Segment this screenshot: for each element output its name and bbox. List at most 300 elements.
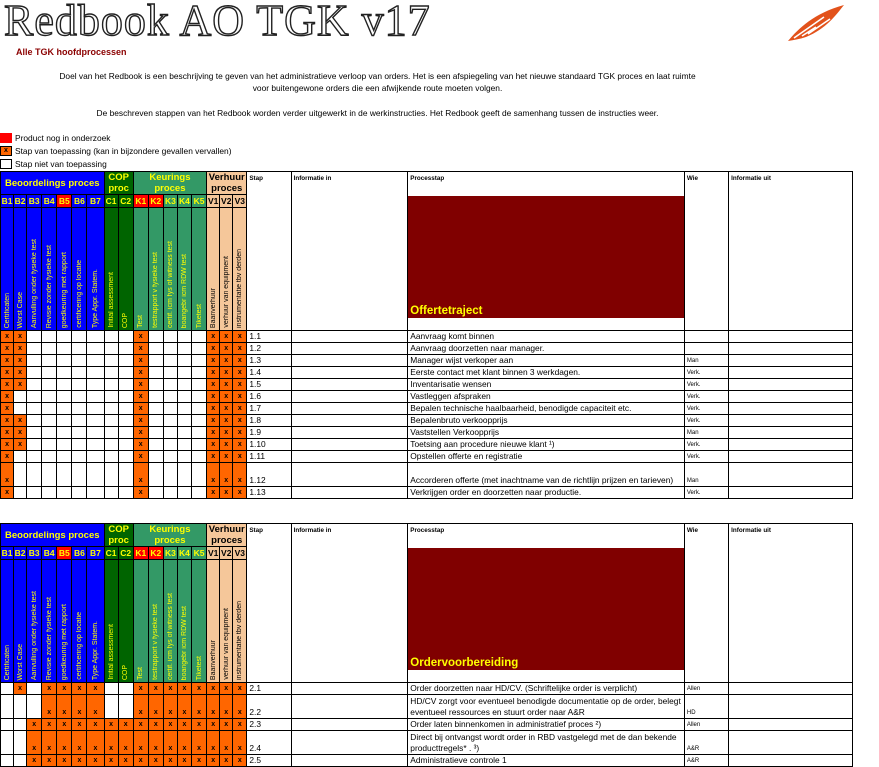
step-number: 1.2 [247,343,291,355]
code-label-k4: boangebr icm RDW test [177,560,191,683]
mark-cell: x [133,355,148,367]
page-subtitle: Alle TGK hoofdprocessen [16,47,127,57]
info-in-cell [291,391,408,403]
legend-item-applicable: x Stap van toepassing (kan in bijzondere gevallen vervallen) [0,146,232,156]
table-row [1,451,853,463]
mark-cell [118,415,133,427]
mark-cell: x [233,683,247,695]
step-description: Aanvraag komt binnen [408,331,685,343]
mark-cell [118,367,133,379]
mark-cell [27,463,42,487]
code-k2: K2 [148,547,163,560]
info-in-cell [291,355,408,367]
code-label-v2: verhuur van equipment [220,560,233,683]
mark-cell: x [72,731,87,755]
table-row [1,427,853,439]
mark-cell [27,451,42,463]
mark-cell: x [207,755,220,767]
mark-cell: x [233,379,247,391]
mark-cell: x [233,719,247,731]
mark-cell [42,367,57,379]
mark-cell [87,403,104,415]
info-out-cell [729,719,853,731]
mark-cell [72,463,87,487]
mark-cell: x [72,683,87,695]
mark-cell [42,343,57,355]
mark-cell: x [1,355,14,367]
mark-cell: x [118,719,133,731]
col-header-wie: Wie [684,172,728,331]
mark-cell [14,391,27,403]
mark-cell: x [1,367,14,379]
mark-cell [104,355,118,367]
section-title: Ordervoorbereiding [410,657,519,669]
code-label-b3: Aanvulling onder fysieke test [27,208,42,331]
mark-cell: x [220,403,233,415]
step-description: Accorderen offerte (met inachtname van de richtlijn prijzen en tarieven) [408,463,685,487]
mark-cell [14,719,27,731]
mark-cell: x [207,343,220,355]
mark-cell: x [87,695,104,719]
mark-cell: x [72,719,87,731]
mark-cell: x [57,719,72,731]
legend-swatch-red [0,133,12,143]
mark-cell: x [207,731,220,755]
mark-cell: x [27,719,42,731]
mark-cell: x [87,683,104,695]
step-number: 1.8 [247,415,291,427]
code-k4: K4 [179,196,190,206]
mark-cell: x [220,331,233,343]
mark-cell: x [233,331,247,343]
step-owner: Verk. [684,367,728,379]
mark-cell [57,355,72,367]
code-label-b1: Certificaten [1,560,14,683]
mark-cell: x [192,695,207,719]
step-number: 1.1 [247,331,291,343]
mark-cell [42,331,57,343]
mark-cell: x [207,439,220,451]
info-out-cell [729,487,853,499]
mark-cell [192,379,207,391]
mark-cell: x [207,719,220,731]
mark-cell [148,355,163,367]
mark-cell [163,367,177,379]
code-label-k5: Tiketest [192,560,207,683]
step-owner: Verk. [684,379,728,391]
mark-cell: x [14,379,27,391]
mark-cell [72,439,87,451]
mark-cell [118,487,133,499]
code-label-v3: instrumentatie tbv derden [233,560,247,683]
code-label-b2: Worst Case [14,208,27,331]
code-k5: K5 [192,195,207,208]
mark-cell [57,367,72,379]
mark-cell: x [233,403,247,415]
mark-cell [163,415,177,427]
mark-cell: x [220,439,233,451]
mark-cell [27,415,42,427]
code-c2: C2 [118,195,133,208]
mark-cell [163,463,177,487]
mark-cell [42,379,57,391]
mark-cell: x [233,695,247,719]
mark-cell [177,487,191,499]
mark-cell: x [42,731,57,755]
col-header-stap: Stap [247,524,291,683]
mark-cell: x [233,731,247,755]
mark-cell [42,487,57,499]
table-row [1,731,853,755]
code-label-v3: instrumentatie tbv derden [233,208,247,331]
mark-cell [42,403,57,415]
mark-cell: x [14,367,27,379]
mark-cell [177,343,191,355]
code-label-k3: certif. icm fys of witness test [163,560,177,683]
mark-cell [104,451,118,463]
mark-cell [177,415,191,427]
mark-cell [104,463,118,487]
step-number: 2.1 [247,683,291,695]
step-description: HD/CV zorgt voor eventueel benodigde documentatie op de order, belegt eventueel ressources en stuurt order naar A&R [408,695,685,719]
code-v1: V1 [207,196,219,206]
code-b6: B6 [72,195,87,208]
step-description: Opstellen offerte en registratie [408,451,685,463]
mark-cell [27,355,42,367]
code-label-b5: goedkeuring met rapport [57,560,72,683]
mark-cell: x [233,451,247,463]
step-owner: Verk. [684,403,728,415]
mark-cell: x [1,391,14,403]
step-description: Direct bij ontvangst wordt order in RBD vastgelegd met de dan bekende producttregels* . ³) [408,731,685,755]
mark-cell: x [133,487,148,499]
code-label-v2: verhuur van equipment [220,208,233,331]
code-label-b1: Certificaten [1,208,14,331]
mark-cell [57,415,72,427]
step-description: Order laten binnenkomen in administratief proces ²) [408,719,685,731]
mark-cell [87,331,104,343]
mark-cell [177,403,191,415]
mark-cell [163,331,177,343]
info-in-cell [291,683,408,695]
mark-cell: x [233,367,247,379]
mark-cell [42,451,57,463]
mark-cell: x [133,451,148,463]
mark-cell [118,463,133,487]
info-out-cell [729,415,853,427]
mark-cell [27,695,42,719]
mark-cell: x [207,451,220,463]
mark-cell [192,427,207,439]
step-number: 1.7 [247,403,291,415]
info-out-cell [729,695,853,719]
info-in-cell [291,379,408,391]
code-v1: V1 [207,548,219,558]
mark-cell [104,391,118,403]
mark-cell: x [220,391,233,403]
legend-item-research: Product nog in onderzoek [0,133,110,143]
mark-cell: x [118,731,133,755]
mark-cell: x [220,731,233,755]
mark-cell [57,487,72,499]
step-owner: Verk. [684,415,728,427]
info-out-cell [729,755,853,767]
legend-swatch-white [0,159,12,169]
mark-cell: x [133,755,148,767]
step-owner: A&R [684,755,728,767]
mark-cell: x [233,427,247,439]
mark-cell [27,343,42,355]
mark-cell: x [14,415,27,427]
mark-cell [87,391,104,403]
mark-cell: x [220,343,233,355]
mark-cell [192,487,207,499]
code-label-v1: Baanverhuur [207,560,220,683]
code-label-b6: certificering op locatie [72,560,87,683]
mark-cell: x [42,719,57,731]
mark-cell [72,391,87,403]
step-owner: Man [684,463,728,487]
col-header-info-in: Informatie in [291,524,408,683]
info-out-cell [729,367,853,379]
code-c1: C1 [105,548,117,558]
mark-cell: x [220,367,233,379]
mark-cell: x [207,367,220,379]
code-b1: B1 [1,548,13,558]
mark-cell: x [1,487,14,499]
code-label-k4: boangebr icm RDW test [177,208,191,331]
mark-cell [1,683,14,695]
mark-cell [192,391,207,403]
col-header-stap: Stap [247,172,291,331]
mark-cell [27,439,42,451]
mark-cell: x [163,731,177,755]
mark-cell: x [1,403,14,415]
mark-cell: x [14,331,27,343]
mark-cell [72,331,87,343]
table-row [1,391,853,403]
mark-cell [177,355,191,367]
mark-cell [87,463,104,487]
mark-cell: x [57,683,72,695]
mark-cell [148,415,163,427]
mark-cell [72,427,87,439]
info-out-cell [729,379,853,391]
mark-cell [27,427,42,439]
code-label-k2: testrapport v fysieke test [148,560,163,683]
mark-cell [118,391,133,403]
mark-cell [1,731,14,755]
mark-cell [57,427,72,439]
mark-cell: x [220,379,233,391]
mark-cell: x [207,427,220,439]
mark-cell: x [163,695,177,719]
step-owner: A&R [684,731,728,755]
step-owner: Allen [684,719,728,731]
mark-cell: x [104,755,118,767]
mark-cell: x [133,367,148,379]
info-in-cell [291,719,408,731]
mark-cell: x [1,427,14,439]
step-number: 2.5 [247,755,291,767]
code-label-b6: certificering op locatie [72,208,87,331]
step-owner: Man [684,355,728,367]
info-in-cell [291,487,408,499]
mark-cell: x [1,331,14,343]
mark-cell [104,695,118,719]
code-label-c1: Initial assessment [104,560,118,683]
code-v2: V2 [221,548,232,558]
mark-cell: x [177,683,191,695]
mark-cell: x [133,391,148,403]
step-number: 2.4 [247,731,291,755]
mark-cell [118,683,133,695]
code-label-v1: Baanverhuur [207,208,220,331]
mark-cell: x [87,719,104,731]
mark-cell [148,331,163,343]
mark-cell: x [233,439,247,451]
mark-cell [14,463,27,487]
mark-cell [177,331,191,343]
code-k5: K5 [192,547,207,560]
table-row [1,355,853,367]
mark-cell [27,379,42,391]
mark-cell [104,331,118,343]
info-in-cell [291,731,408,755]
mark-cell: x [220,355,233,367]
mark-cell [192,343,207,355]
mark-cell [57,439,72,451]
mark-cell: x [87,755,104,767]
mark-cell [72,451,87,463]
code-b4: B4 [42,195,57,208]
mark-cell: x [104,731,118,755]
mark-cell [42,415,57,427]
step-owner: Verk. [684,487,728,499]
mark-cell: x [1,463,14,487]
mark-cell [148,451,163,463]
mark-cell [163,487,177,499]
mark-cell [177,451,191,463]
code-label-k5: Tiketest [192,208,207,331]
mark-cell: x [104,719,118,731]
code-label-b4: Revisie zonder fysieke test [42,560,57,683]
section-title: Offertetraject [410,305,483,317]
mark-cell: x [220,683,233,695]
mark-cell [163,439,177,451]
intro-paragraph-2: De beschreven stappen van het Redbook worden verder uitgewerkt in de werkinstructies. Het Redbook geeft de samenhang tussen de instructies weer. [96,108,659,118]
step-owner: Allen [684,683,728,695]
mark-cell [148,463,163,487]
mark-cell: x [220,451,233,463]
info-out-cell [729,427,853,439]
mark-cell [72,367,87,379]
table-row [1,463,853,487]
info-out-cell [729,403,853,415]
mark-cell: x [1,343,14,355]
step-number: 1.6 [247,391,291,403]
legend-item-not-applicable: Stap niet van toepassing [0,159,107,169]
mark-cell: x [133,695,148,719]
mark-cell: x [87,731,104,755]
step-description: Vaststellen Verkoopprijs [408,427,685,439]
mark-cell [104,379,118,391]
code-label-b7: Type Appr. Statem. [87,560,104,683]
mark-cell [1,755,14,767]
mark-cell [57,451,72,463]
mark-cell: x [1,439,14,451]
code-label-c1: Initial assessment [104,208,118,331]
info-in-cell [291,695,408,719]
mark-cell: x [207,379,220,391]
code-v3: V3 [234,548,246,558]
mark-cell: x [220,755,233,767]
mark-cell: x [57,755,72,767]
table-row [1,683,853,695]
col-header-info-uit: Informatie uit [729,524,853,683]
step-number: 1.3 [247,355,291,367]
step-description: Bepalenbruto verkoopprijs [408,415,685,427]
mark-cell [72,487,87,499]
mark-cell: x [14,439,27,451]
mark-cell: x [148,731,163,755]
mark-cell [148,403,163,415]
mark-cell [57,331,72,343]
mark-cell [118,355,133,367]
mark-cell [104,343,118,355]
mark-cell [163,403,177,415]
mark-cell [27,331,42,343]
mark-cell: x [233,391,247,403]
code-label-k1: Test [133,560,148,683]
info-out-cell [729,355,853,367]
info-out-cell [729,451,853,463]
mark-cell [1,719,14,731]
mark-cell [87,487,104,499]
mark-cell [192,463,207,487]
mark-cell: x [207,683,220,695]
mark-cell: x [133,439,148,451]
mark-cell: x [163,719,177,731]
mark-cell [163,343,177,355]
mark-cell: x [207,391,220,403]
code-label-c2: COP [118,208,133,331]
step-number: 1.11 [247,451,291,463]
mark-cell: x [27,731,42,755]
mark-cell [163,355,177,367]
mark-cell [148,343,163,355]
mark-cell [72,403,87,415]
mark-cell [14,755,27,767]
group-header: Keurings proces [133,172,206,195]
col-header-processtap: Processtap Ordervoorbereiding [408,524,685,683]
mark-cell: x [220,719,233,731]
code-b5: B5 [57,195,72,208]
mark-cell [118,403,133,415]
table-row [1,439,853,451]
mark-cell: x [14,427,27,439]
mark-cell [14,403,27,415]
mark-cell: x [133,683,148,695]
info-in-cell [291,415,408,427]
step-description: Verkrijgen order en doorzetten naar productie. [408,487,685,499]
mark-cell: x [220,427,233,439]
code-label-k2: testrapport v fysieke test [148,208,163,331]
step-owner: HD [684,695,728,719]
mark-cell: x [14,355,27,367]
mark-cell: x [148,719,163,731]
mark-cell: x [133,343,148,355]
